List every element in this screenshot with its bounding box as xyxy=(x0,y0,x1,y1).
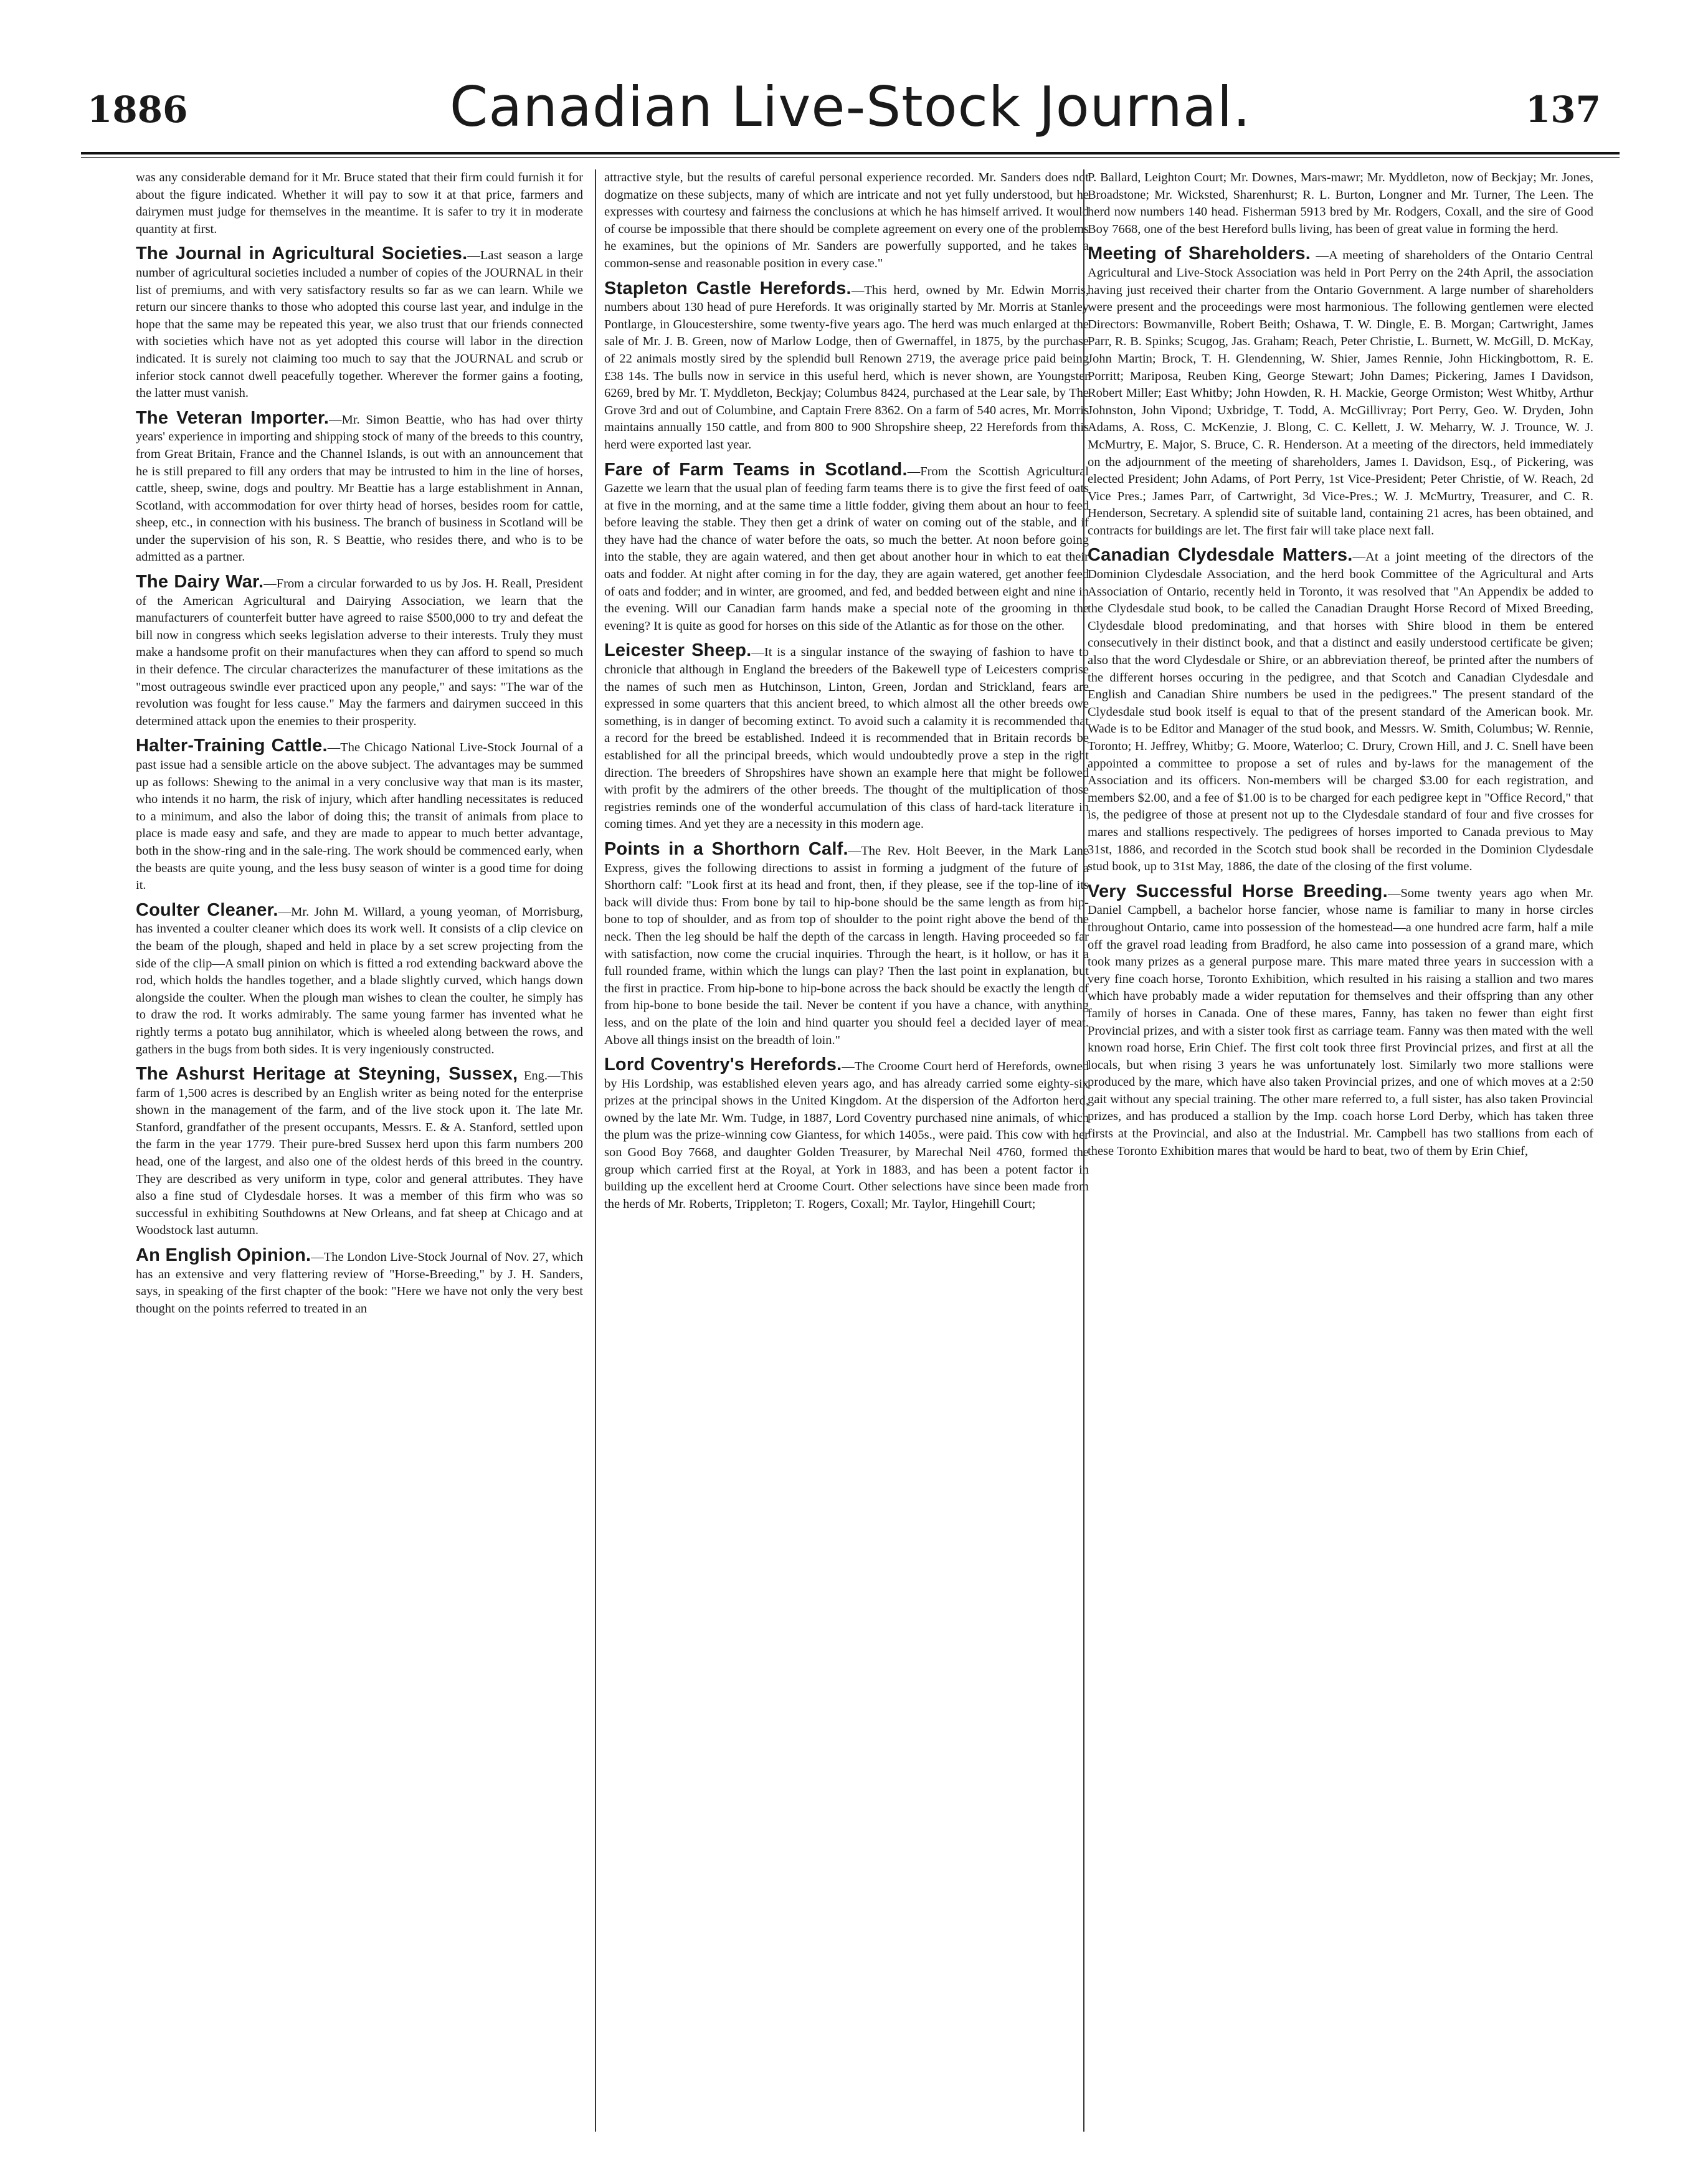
article-headline: The Journal in Agricultural Societies. xyxy=(136,244,468,264)
article xyxy=(136,1066,583,1240)
article-headline: The Ashurst Heritage at Steyning, Sussex, xyxy=(136,1064,518,1084)
article-body: The Chicago National Live-Stock Journal of a past issue had a sensible article on the above subject. The advantages may be summed up as follows: Shewing to the animal in a very conclusive way that man is its master, who intends it no harm, the risk of injury, which after handling necessitates is reduced to a minimum, and also the labor of doing this; the transit of animals from place to place is made easy and safe, and they are made to appear to much better advantage, both in the show-ring and in the sale-ring. The work should be commenced early, when the beasts are quite young, and the less busy season of winter is a good time for doing it. xyxy=(136,741,583,893)
column-divider xyxy=(595,169,596,2132)
article-body: Mr. John M. Willard, a young yeoman, of Morrisburg, has invented a coulter cleaner which does its work well. It consists of a clip clevice on the beam of the plough, shaped and held in place by a set screw projecting from the side of the clip—A small pinion on which is fitted a rod extending backward above the rod, which holds the handles together, and a blade slightly curved, which hangs down alongside the coulter. When the plough man wishes to clean the coulter, he simply has to draw the rod. It works admirably. The same young farmer has invented what he rightly terms a potato bug annihilator, which is wheeled along between the rows, and gathers in the bugs from both sides. It is very ingeniously constructed. xyxy=(136,904,583,1056)
article-headline: Stapleton Castle Herefords. xyxy=(604,278,852,298)
issue-year: 1886 xyxy=(87,88,188,131)
article: Halter-Training Cattle.—The Chicago National Live-Stock Journal of a past issue had a sensible article on the above subject. The advantages may be summed up as follows: Shewing to the animal in a very conclusive way that man is its master, who intends it no harm, the risk of injury, which after handling necessitates is reduced to a minimum, and also the labor of doing this; the transit of animals from place to place is made easy and safe, and they are made to appear to much better advantage, both in the show-ring and in the sale-ring. The work should be commenced early, when the beasts are quite young, and the less busy season of winter is a good time for doing it. xyxy=(136,736,583,893)
article: The Journal in Agricultural Societies.—Last season a large number of agricultural societies included a number of copies of the JOURNAL in their list of premiums, and with very satisfactory results so far as we can learn. While we return our sincere thanks to those who adopted this course last year, and indulge in the hope that the same may be repeated this year, we also trust that our friends connected with societies which have not as yet adopted this course will labor in the direction indicated. It is surely not claiming too much to say that the JOURNAL and scrub or inferior stock cannot dwell peacefully together. Wherever the former gains a footing, the latter must vanish. xyxy=(136,244,583,401)
article-body: Last season a large number of agricultural societies included a number of copies of the JOURNAL in their list of premiums, and with very satisfactory results so far as we can learn. While we return our sincere thanks to those who adopted this course last year, and indulge in the hope that the same may be repeated this year, we also trust that our friends connected with societies which have not as yet adopted this course will labor in the direction indicated. It is surely not claiming too much to say that the JOURNAL and scrub or inferior stock cannot dwell peacefully together. Wherever the former gains a footing, the latter must vanish. xyxy=(136,249,583,401)
article: Meeting of Shareholders. —A meeting of shareholders of the Ontario Central Agricultural and Live-Stock Association was held in Port Perry on the 24th April, the association having just received their charter from the Ontario Government. A large number of shareholders were present and the proceedings were most harmonious. The following gentlemen were elected Directors: Bowmanville, Robert Beith; Oshawa, T. W. Dingle, E. B. Morgan; Cartwright, James Parr, R. B. Spinks; Scugog, Jas. Graham; Reach, Peter Christie, L. Burnett, W. McGill, D. McKay, John Martin; Brock, T. H. Glendenning, W. Shier, James Rennie, John Hickingbottom, R. E. Porritt; Mariposa, Reuben King, George Stewart; John Dames; Pickering, James I Davidson, Robert Miller; East Whitby; John Howden, R. H. Mackie, George Ormiston; West Whitby, Arthur Johnston, John Vipond; Uxbridge, T. Todd, A. McGillivray; Port Perry, Geo. W. Dryden, John Adams, A. Ross, C. McKenzie, J. Blong, C. C. Kellett, J. W. Meharry, W. J. Trounce, W. J. McMurtry, E. Major, S. Bruce, C. R. Henderson. At a meeting of the directors, held immediately on the adjournment of the meeting of shareholders, James I. Davidson, Esq., of Pickering, was elected President; John Adams, of Port Perry, 1st Vice-President; Peter Christie, of W. Reach, 2d Vice Pres.; James Parr, of Cartwright, 3d Vice-Pres.; W. J. McMurtry, Treasurer, and C. R. Henderson, Secretary. A splendid site of suitable land, containing 21 acres, has been obtained, and contracts for buildings are let. The first fair will take place next fall. xyxy=(1088,244,1593,538)
article: The Veteran Importer.—Mr. Simon Beattie, who has had over thirty years' experience in importing and shipping stock of many of the breeds to this country, from Great Britain, France and the Channel Islands, is out with an announcement that he is still prepared to fill any orders that may be intrusted to him in the line of horses, cattle, sheep, swine, dogs and poultry. Mr Beattie has a large establishment in Annan, Scotland, with accommodation for over thirty head of horses, besides room for cattle, sheep, etc., in connection with his business. The branch of business in Scotland will be under the supervision of his son, R. S Beattie, who resides there, and who is to be admitted as a partner. xyxy=(136,407,583,564)
article-headline: Very Successful Horse Breeding. xyxy=(1088,881,1388,901)
article-body: It is a singular instance of the swaying of fashion to have to chronicle that although in England the breeders of the Bakewell type of Leicesters comprise the names of such men as Hutchinson, Linton, Green, Jordan and Strickland, fears are expressed in some quarters that this ancient breed, to which almost all the other breeds owe something, is in danger of becoming extinct. To avoid such a calamity it is recommended that a record for the breed be established. Indeed it is recommended that in Britain records be established for all the principal breeds, which would undoubtedly prove a step in the right direction. The breeders of Shropshires have shown an example here that might be followed with profit by the admirers of the other breeds. The thought of the multiplication of those registries reminds one of the wonderful accumulation of this class of hard-tack literature in coming times. And yet they are a necessity in this modern age. xyxy=(604,645,1089,832)
article: Stapleton Castle Herefords.—This herd, owned by Mr. Edwin Morris, numbers about 130 head of pure Herefords. It was originally started by Mr. Morris at Stanley Pontlarge, in Gloucestershire, some twenty-five years ago. The herd was much enlarged at the sale of Mr. J. B. Green, now of Marlow Lodge, then of Gwernaffel, in 1875, by the purchase of 22 animals mostly sired by the splendid bull Renown 2719, the average price paid being £38 14s. The bulls now in service in this useful herd, which is never shown, are Youngster 6269, bred by Mr. T. Myddleton, Beckjay; Columbus 8424, purchased at the Lear sale, by The Grove 3rd and out of Columbine, and Captain Frere 8362. On a farm of 540 acres, Mr. Morris maintains annually 150 cattle, and from 800 to 900 Shropshire sheep, 22 Herefords from this herd were exported last year. xyxy=(604,278,1089,452)
column-1 xyxy=(136,169,583,2132)
article: Fare of Farm Teams in Scotland.—From the Scottish Agricultural Gazette we learn that the usual plan of feeding farm teams there is to give the first feed of oats at five in the morning, and at the same time a little fodder, giving them about an hour to feed before leaving the stable. They then get a drink of water on coming out of the stable, and if they have had the chance of water before the oats, so much the better. At noon before going into the stable, they are again watered, and then get about another hour in which to eat their oats and fodder. At night after coming in for the day, they are again watered, get another feed of oats and fodder; and in winter, are groomed, and fed, and bedded between eight and nine in the evening. Will our Canadian farm hands make a special note of the grooming in the evening? It is quite as good for horses on this side of the Atlantic as for those on the other. xyxy=(604,459,1089,633)
article-headline: Canadian Clydesdale Matters. xyxy=(1088,545,1353,566)
article-body: Some twenty years ago when Mr. Daniel Campbell, a bachelor horse fancier, whose name is familiar to many in horse circles throughout Ontario, came into possession of the homestead—a one hundred acre farm, half a mile off the gravel road leading from Bradford, he also came into possession of a grand mare, which took many prizes as a general purpose mare. This mare mated three years in succession with a very fine coach horse, Toronto Exhibition, which resulted in his raising a stallion and two mares which have probably made a wider reputation for themselves and their offspring than any other family of horses in Canada. One of these mares, Fanny, has taken no fewer than eight first Provincial prizes, and with a sister took first as carriage team. Fanny was then mated with the well known road horse, Erin Chief. The first colt took three first Provincial prizes, and first at all the locals, but when rising 3 years he was unfortunately lost. Similarly two more stallions were produced by the mare, which have also taken Provincial prizes, and one of which moves at a 2:50 gait without any special training. The other mare referred to, a full sister, has also taken Provincial prizes, and has produced a stallion by the Imp. coach horse Lord Derby, which has taken three firsts at the Provincial, and also at the Industrial. Mr. Campbell has two stallions from each of these Toronto Exhibition mares that would be hard to beat, two of them by Erin Chief, xyxy=(1088,886,1593,1158)
masthead xyxy=(75,75,1626,150)
article-body: From a circular forwarded to us by Jos. H. Reall, President of the American Agricultural and Dairying Association, we learn that the manufacturers of counterfeit butter have agreed to raise $500,000 to try and defeat the bill now in congress which seeks legislation adverse to their interests. Truly they must make a handsome profit on their manufactures when they can afford to spend so much in their defence. The circular characterizes the manufacturer of these imitations as the "most outrageous swindle ever practiced upon any people," and says: "The war of the revolution was fought for less cause." May the farmers and dairymen succeed in this determined attack upon the enemies to their prosperity. xyxy=(136,577,583,728)
column-3 xyxy=(1088,169,1593,2132)
article-headline: An English Opinion. xyxy=(136,1245,311,1266)
article: Coulter Cleaner.—Mr. John M. Willard, a young yeoman, of Morrisburg, has invented a coulter cleaner which does its work well. It consists of a clip clevice on the beam of the plough, shaped and held in place by a set screw projecting from the side of the clip—A small pinion on which is fitted a rod extending backward above the rod, which holds the handles together, and a blade slightly curved, which hangs down alongside the coulter. When the plough man wishes to clean the coulter, he simply has to draw the rod. It works admirably. The same young farmer has invented what he rightly terms a potato bug annihilator, which is wheeled along between the rows, and gathers in the bugs from both sides. It is very ingeniously constructed. xyxy=(136,899,583,1056)
continued-text xyxy=(1088,169,1593,238)
article-body: Mr. Simon Beattie, who has had over thirty years' experience in importing and shipping stock of many of the breeds to this country, from Great Britain, France and the Channel Islands, is out with an announcement that he is still prepared to fill any orders that may be intrusted to him in the line of horses, cattle, sheep, swine, dogs and poultry. Mr Beattie has a large establishment in Annan, Scotland, with accommodation for over thirty head of horses, besides room for cattle, sheep, etc., in connection with his business. The branch of business in Scotland will be under the supervision of his son, R. S Beattie, who resides there, and who is to be admitted as a partner. xyxy=(136,412,583,564)
article: Canadian Clydesdale Matters.—At a joint meeting of the directors of the Dominion Clydesdale Association, and the herd book Committee of the Agricultural and Arts Association of Ontario, recently held in Toronto, it was resolved that "An Appendix be added to the Clydesdale stud book, to be called the Canadian Draught Horse Record of Mixed Breeding, Clydesdale blood predominating, and that horses with Shire blood in them be entered consecutively in their distinct book, and that a distinct and easily understood certificate be given; also that the word Clydesdale or Shire, or an abbreviation thereof, be printed after the numbers of the different horses occuring in the pedigree, and that Scotch and Canadian Clydesdale and English and Canadian Shire numbers be used in the pedigrees." The present standard of the Clydesdale stud book itself is equal to that of the present standard of the American book. Mr. Wade is to be Editor and Manager of the stud book, and Messrs. W. Smith, Columbus; W. Rennie, Toronto; H. Jeffrey, Whitby; G. Moore, Waterloo; C. Drury, Crown Hill, and J. C. Snell have been appointed a committee to propose a set of rules and by-laws for the management of the Association and its officers. Non-members will be charged $3.00 for each registration, and members $2.00, and a fee of $1.00 is to be charged for each pedigree kept in "Office Record," that is, the pedigree of those at present not up to the Clydesdale standard of four and five crosses for mares and stallions respectively. The pedigrees of horses imported to Canada previous to May 31st, 1886, and recorded in the Scotch stud book shall be recorded in the Dominion Clydesdale stud book, up to 31st May, 1886, the date of the closing of the first volume. xyxy=(1088,545,1593,874)
text-columns xyxy=(136,169,1606,2132)
article-body: A meeting of shareholders of the Ontario Central Agricultural and Live-Stock Association was held in Port Perry on the 24th April, the association having just received their charter from the Ontario Government. A large number of shareholders were present and the proceedings were most harmonious. The following gentlemen were elected Directors: Bowmanville, Robert Beith; Oshawa, T. W. Dingle, E. B. Morgan; Cartwright, James Parr, R. B. Spinks; Scugog, Jas. Graham; Reach, Peter Christie, L. Burnett, W. McGill, D. McKay, John Martin; Brock, T. H. Glendenning, W. Shier, James Rennie, John Hickingbottom, R. E. Porritt; Mariposa, Reuben King, George Stewart; John Dames; Pickering, James I Davidson, Robert Miller; East Whitby; John Howden, R. H. Mackie, George Ormiston; West Whitby, Arthur Johnston, John Vipond; Uxbridge, T. Todd, A. McGillivray; Port Perry, Geo. W. Dryden, John Adams, A. Ross, C. McKenzie, J. Blong, C. C. Kellett, J. W. Meharry, W. J. Trounce, W. J. McMurtry, E. Major, S. Bruce, C. R. Henderson. At a meeting of the directors, held immediately on the adjournment of the meeting of shareholders, James I. Davidson, Esq., of Pickering, was elected President; John Adams, of Port Perry, 1st Vice-President; Peter Christie, of W. Reach, 2d Vice Pres.; James Parr, of Cartwright, 3d Vice-Pres.; W. J. McMurtry, Treasurer, and C. R. Henderson, Secretary. A splendid site of suitable land, containing 21 acres, has been obtained, and contracts for buildings are let. The first fair will take place next fall. xyxy=(1088,249,1593,538)
article-headline: Leicester Sheep. xyxy=(604,640,752,661)
article-headline: Points in a Shorthorn Calf. xyxy=(604,838,848,859)
article-body: was any considerable demand for it Mr. Bruce stated that their firm could furnish it for about the figure indicated. Whether it will pay to sow it at that price, farmers and dairymen must judge for themselves in the meantime. It is safer to try it in moderate quantity at first. xyxy=(136,171,583,236)
article-headline: The Veteran Importer. xyxy=(136,407,330,428)
article: Leicester Sheep.—It is a singular instance of the swaying of fashion to have to chronicle that although in England the breeders of the Bakewell type of Leicesters comprise the names of such men as Hutchinson, Linton, Green, Jordan and Strickland, fears are expressed in some quarters that this ancient breed, to which almost all the other breeds owe something, is in danger of becoming extinct. To avoid such a calamity it is recommended that a record for the breed be established. Indeed it is recommended that in Britain records be established for all the principal breeds, which would undoubtedly prove a step in the right direction. The breeders of Shropshires have shown an example here that might be followed with profit by the admirers of the other breeds. The thought of the multiplication of those registries reminds one of the wonderful accumulation of this class of hard-tack literature in coming times. And yet they are a necessity in this modern age. xyxy=(604,640,1089,832)
column-2 xyxy=(604,169,1089,2132)
article: Lord Coventry's Herefords.—The Croome Court herd of Herefords, owned by His Lordship, was established eleven years ago, and has already carried some eighty-six prizes at the principal shows in the United Kingdom. At the dispersion of the Adforton herd, owned by the late Mr. Wm. Tudge, in 1887, Lord Coventry purchased nine animals, of which the plum was the prize-winning cow Giantess, for which 1405s., were paid. This cow with her son Good Boy 7668, and daughter Golden Treasurer, by Marechal Neil 4760, formed the group which carried first at the Royal, at York in 1883, and has been a potent factor in building up the excellent herd at Croome Court. Other selections have since been made from the herds of Mr. Roberts, Trippleton; T. Rogers, Coxall; Mr. Taylor, Hingehill Court; xyxy=(604,1055,1089,1211)
article-headline: Halter-Training Cattle. xyxy=(136,736,328,756)
journal-title: Canadian Live-Stock Journal. xyxy=(449,75,1251,139)
article-headline: Fare of Farm Teams in Scotland. xyxy=(604,459,908,480)
article-body: The Rev. Holt Beever, in the Mark Lane Express, gives the following directions to assist in forming a judgment of the future of a Shorthorn calf: "Look first at its head and front, then, if they please, see if the top-line of its back will divide thus: From bone by tail to hip-bone should be the same length as from hip-bone to top of shoulder, and as from top of shoulder to the point right above the bend of the neck. Then the leg should be half the depth of the carcass in length. Having proceeded so far with satisfaction, now come the crucial inquiries. Through the heart, is it hollow, or has it a full rounded frame, within which the lungs can play? Then the last point in explanation, but the first in practice. From hip-bone to hip-bone across the back should be exactly the length of from hip-bone to bone beside the tail. Never be content if you have a chance, with anything less, and on the plate of the loin and hind quarter you should feel a decided layer of meat. Above all things insist on the breadth of loin." xyxy=(604,843,1089,1047)
article: The Dairy War.—From a circular forwarded to us by Jos. H. Reall, President of the American Agricultural and Dairying Association, we learn that the manufacturers of counterfeit butter have agreed to raise $500,000 to try and defeat the bill now in congress which seeks legislation adverse to their interests. Truly they must make a handsome profit on their manufactures when they can afford to spend so much in their defence. The circular characterizes the manufacturer of these imitations as the "most outrageous swindle ever practiced upon any people," and says: "The war of the revolution was fought for less cause." May the farmers and dairymen succeed in this determined attack upon the enemies to their prosperity. xyxy=(136,572,583,728)
article-body: At a joint meeting of the directors of the Dominion Clydesdale Association, and the herd book Committee of the Agricultural and Arts Association of Ontario, recently held in Toronto, it was resolved that "An Appendix be added to the Clydesdale stud book, to be called the Canadian Draught Horse Record of Mixed Breeding, Clydesdale blood predominating, and that horses with Shire blood in them be entered consecutively in their distinct book, and that a distinct and easily understood certificate be given; also that the word Clydesdale or Shire, or an abbreviation thereof, be printed after the numbers of the different horses occuring in the pedigree, and that Scotch and Canadian Clydesdale and English and Canadian Shire numbers be used in the pedigrees." The present standard of the Clydesdale stud book itself is equal to that of the present standard of the American book. Mr. Wade is to be Editor and Manager of the stud book, and Messrs. W. Smith, Columbus; W. Rennie, Toronto; H. Jeffrey, Whitby; G. Moore, Waterloo; C. Drury, Crown Hill, and J. C. Snell have been appointed a committee to propose a set of rules and by-laws for the management of the Association and its officers. Non-members will be charged $3.00 for each registration, and members $2.00, and a fee of $1.00 is to be charged for each pedigree kept in "Office Record," that is, the pedigree of those at present not up to the Clydesdale standard of four and five crosses for mares and stallions respectively. The pedigrees of horses imported to Canada previous to May 31st, 1886, and recorded in the Scotch stud book shall be recorded in the Dominion Clydesdale stud book, up to 31st May, 1886, the date of the closing of the first volume. xyxy=(1088,550,1593,874)
article-body: The Croome Court herd of Herefords, owned by His Lordship, was established eleven years ago, and has already carried some eighty-six prizes at the principal shows in the United Kingdom. At the dispersion of the Adforton herd, owned by the late Mr. Wm. Tudge, in 1887, Lord Coventry purchased nine animals, of which the plum was the prize-winning cow Giantess, for which 1405s., were paid. This cow with her son Good Boy 7668, and daughter Golden Treasurer, by Marechal Neil 4760, formed the group which carried first at the Royal, at York in 1883, and has been a potent factor in building up the excellent herd at Croome Court. Other selections have since been made from the herds of Mr. Roberts, Trippleton; T. Rogers, Coxall; Mr. Taylor, Hingehill Court; xyxy=(604,1060,1089,1211)
article-headline: The Dairy War. xyxy=(136,572,264,592)
continued-text xyxy=(604,169,1089,273)
article-body: Eng.—This farm of 1,500 acres is described by an English writer as being noted for the enterprise shown in the management of the farm, and of the live stock upon it. The late Mr. Stanford, grandfather of the present occupants, Messrs. E. & A. Stanford, settled upon the farm in the year 1779. Their pure-bred Sussex herd upon this farm numbers 200 head, one of the largest, and also one of the oldest herds of this breed in the country. They are described as very uniform in type, color and general attributes. They have also a fine stud of Clydesdale horses. It was a member of this firm who was so successful in exhibiting Southdowns at New Orleans, and fat sheep at Chicago and at Woodstock last autumn. xyxy=(136,1069,583,1238)
article-body: The London Live-Stock Journal of Nov. 27, which has an extensive and very flattering review of "Horse-Breeding," by J. H. Sanders, says, in speaking of the first chapter of the book: "Here we have not only the very best thought on the points referred to treated in an xyxy=(136,1250,583,1316)
article-body: attractive style, but the results of careful personal experience recorded. Mr. Sanders does not dogmatize on these subjects, many of which are intricate and not yet fully understood, but he expresses with courtesy and fairness the conclusions at which he has himself arrived. It would of course be impossible that there should be complete agreement on every one of the problems he examines, but the opinions of Mr. Sanders are powerfully supported, and he takes a common-sense and reasonable position in every case." xyxy=(604,171,1089,270)
page-number: 137 xyxy=(1525,88,1601,131)
masthead-rule xyxy=(81,152,1620,158)
article-body: From the Scottish Agricultural Gazette we learn that the usual plan of feeding farm teams there is to give the first feed of oats at five in the morning, and at the same time a little fodder, giving them about an hour to feed before leaving the stable. They then get a drink of water on coming out of the stable, and if they have had the chance of water before the oats, so much the better. At noon before going into the stable, they are again watered, and then get about another hour in which to eat their oats and fodder. At night after coming in for the day, they are again watered, get another feed of oats and fodder; and in winter, are groomed, and fed, and bedded between eight and nine in the evening. Will our Canadian farm hands make a special note of the grooming in the evening? It is quite as good for horses on this side of the Atlantic as for those on the other. xyxy=(604,464,1089,633)
column-divider xyxy=(1083,169,1084,2132)
article-headline: Lord Coventry's Herefords. xyxy=(604,1055,842,1075)
article-body: This herd, owned by Mr. Edwin Morris, numbers about 130 head of pure Herefords. It was originally started by Mr. Morris at Stanley Pontlarge, in Gloucestershire, some twenty-five years ago. The herd was much enlarged at the sale of Mr. J. B. Green, now of Marlow Lodge, then of Gwernaffel, in 1875, by the purchase of 22 animals mostly sired by the splendid bull Renown 2719, the average price paid being £38 14s. The bulls now in service in this useful herd, which is never shown, are Youngster 6269, bred by Mr. T. Myddleton, Beckjay; Columbus 8424, purchased at the Lear sale, by The Grove 3rd and out of Columbine, and Captain Frere 8362. On a farm of 540 acres, Mr. Morris maintains annually 150 cattle, and from 800 to 900 Shropshire sheep, 22 Herefords from this herd were exported last year. xyxy=(604,283,1089,452)
article: An English Opinion.—The London Live-Stock Journal of Nov. 27, which has an extensive and very flattering review of "Horse-Breeding," by J. H. Sanders, says, in speaking of the first chapter of the book: "Here we have not only the very best thought on the points referred to treated in an xyxy=(136,1245,583,1316)
article-headline: Meeting of Shareholders. xyxy=(1088,244,1311,264)
article: Very Successful Horse Breeding.—Some twenty years ago when Mr. Daniel Campbell, a bachelor horse fancier, whose name is familiar to many in horse circles throughout Ontario, came into possession of the homestead—a one hundred acre farm, half a mile off the gravel road leading from Bradford, he also came into possession of a grand mare, which took many prizes as a general purpose mare. This mare mated three years in succession with a very fine coach horse, Toronto Exhibition, which resulted in his raising a stallion and two mares which have probably made a wider reputation for themselves and their offspring than any other family of horses in Canada. One of these mares, Fanny, has taken no fewer than eight first Provincial prizes, and with a sister took first as carriage team. Fanny was then mated with the well known road horse, Erin Chief. The first colt took three first Provincial prizes, and first at all the locals, but when rising 3 years he was unfortunately lost. Similarly two more stallions were produced by the mare, which have also taken Provincial prizes, and one of which moves at a 2:50 gait without any special training. The other mare referred to, a full sister, has also taken Provincial prizes, and has produced a stallion by the Imp. coach horse Lord Derby, which has taken three firsts at the Provincial, and also at the Industrial. Mr. Campbell has two stallions from each of these Toronto Exhibition mares that would be hard to beat, two of them by Erin Chief, xyxy=(1088,881,1593,1158)
article: Points in a Shorthorn Calf.—The Rev. Holt Beever, in the Mark Lane Express, gives the following directions to assist in forming a judgment of the future of a Shorthorn calf: "Look first at its head and front, then, if they please, see if the top-line of its back will divide thus: From bone by tail to hip-bone should be the same length as from hip-bone to top of shoulder, and as from top of shoulder to the point right above the bend of the neck. Then the leg should be half the depth of the carcass in length. Having proceeded so far with satisfaction, now come the crucial inquiries. Through the heart, is it hollow, or has it a full rounded frame, within which the lungs can play? Then the last point in explanation, but the first in practice. From hip-bone to hip-bone across the back should be exactly the length of from hip-bone to bone beside the tail. Never be content if you have a chance, with anything less, and on the plate of the loin and hind quarter you should feel a decided layer of meat. Above all things insist on the breadth of loin." xyxy=(604,838,1089,1047)
article-headline: Coulter Cleaner. xyxy=(136,899,278,920)
continued-text xyxy=(136,169,583,238)
article-body: P. Ballard, Leighton Court; Mr. Downes, Mars-mawr; Mr. Myddleton, now of Beckjay; Mr. Jones, Broadstone; Mr. Wicksted, Sharenhurst; R. L. Burton, Longner and Mr. Turner, The Leen. The herd now numbers 140 head. Fisherman 5913 bred by Mr. Rodgers, Coxall, and the sire of Good Boy 7668, one of the best Hereford bulls living, has been of great value in forming the herd. xyxy=(1088,171,1593,236)
